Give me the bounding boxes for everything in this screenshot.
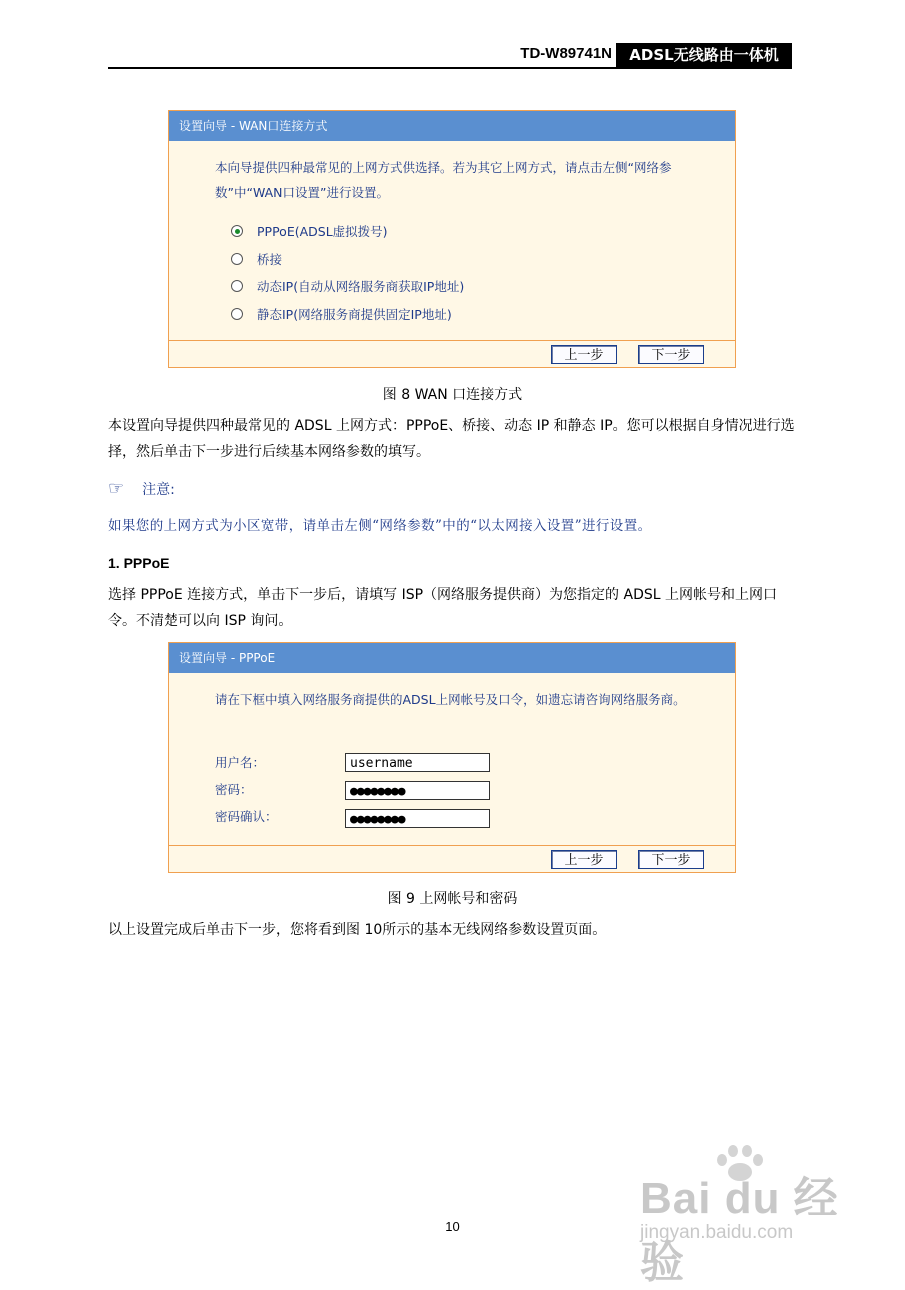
radio-selected-icon[interactable] (231, 225, 243, 237)
option-label: 桥接 (257, 252, 283, 267)
panel-footer (169, 340, 735, 367)
note-text: 如果您的上网方式为小区宽带，请单击左侧“网络参数”中的“以太网接入设置”进行设置。 (108, 518, 652, 534)
paragraph-2: 选择 PPPoE 连接方式，单击下一步后，请填写 ISP（网络服务提供商）为您指定的 ADSL 上网帐号和上网口令。不清楚可以向 ISP 询问。 (108, 587, 777, 629)
page-header (108, 43, 792, 69)
watermark-logo: Bai du 经验 (640, 1174, 839, 1287)
option-bridge[interactable] (231, 249, 282, 269)
next-button[interactable]: 下一步 (638, 345, 704, 364)
paragraph-1: 本设置向导提供四种最常见的 ADSL 上网方式：PPPoE、桥接、动态 IP 和静态 IP。您可以根据自身情况进行选择，然后单击下一步进行后续基本网络参数的填写。 (108, 418, 795, 460)
figure9-caption: 图 9 上网帐号和密码 (387, 891, 518, 907)
note-heading-text: 注意: (142, 481, 175, 498)
username-input[interactable]: username (345, 753, 490, 772)
password-label: 密码： (215, 782, 253, 797)
wan-connection-panel (168, 110, 736, 368)
back-button[interactable]: 上一步 (551, 850, 617, 869)
note-heading (108, 478, 175, 499)
confirm-label: 密码确认： (215, 809, 278, 824)
baidu-watermark (640, 1150, 850, 1287)
radio-icon[interactable] (231, 308, 243, 320)
figure8-caption: 图 8 WAN 口连接方式 (382, 387, 523, 403)
option-static-ip[interactable] (231, 304, 452, 324)
section-heading-pppoe: 1. PPPoE (108, 555, 170, 571)
header-rule (108, 67, 792, 69)
next-button[interactable]: 下一步 (638, 850, 704, 869)
option-label: 动态IP(自动从网络服务商获取IP地址) (257, 279, 465, 294)
radio-icon[interactable] (231, 280, 243, 292)
panel-intro: 本向导提供四种最常见的上网方式供选择。若为其它上网方式，请点击左侧“网络参数”中“WAN口设置”进行设置。 (215, 160, 672, 200)
header-product: ADSL无线路由一体机 (616, 43, 792, 67)
watermark-url: jingyan.baidu.com (640, 1222, 794, 1243)
panel-title: 设置向导 - PPPoE (169, 643, 735, 673)
confirm-password-input[interactable]: ●●●●●●●● (345, 809, 490, 828)
paragraph-3: 以上设置完成后单击下一步，您将看到图 10所示的基本无线网络参数设置页面。 (108, 922, 607, 938)
header-model: TD-W89741N (520, 45, 612, 62)
radio-icon[interactable] (231, 253, 243, 265)
option-label: 静态IP(网络服务商提供固定IP地址) (257, 307, 452, 322)
page-number: 10 (445, 1219, 460, 1234)
option-dynamic-ip[interactable] (231, 276, 464, 296)
panel-footer (169, 845, 735, 872)
panel-intro: 请在下框中填入网络服务商提供的ADSL上网帐号及口令，如遗忘请咨询网络服务商。 (215, 692, 686, 707)
option-pppoe[interactable] (231, 221, 388, 241)
back-button[interactable]: 上一步 (551, 345, 617, 364)
pppoe-panel (168, 642, 736, 873)
password-input[interactable]: ●●●●●●●● (345, 781, 490, 800)
pointing-hand-icon: ☞ (108, 478, 125, 499)
panel-title: 设置向导 - WAN口连接方式 (169, 111, 735, 141)
option-label: PPPoE(ADSL虚拟拨号) (257, 224, 388, 239)
username-label: 用户名： (215, 755, 266, 770)
